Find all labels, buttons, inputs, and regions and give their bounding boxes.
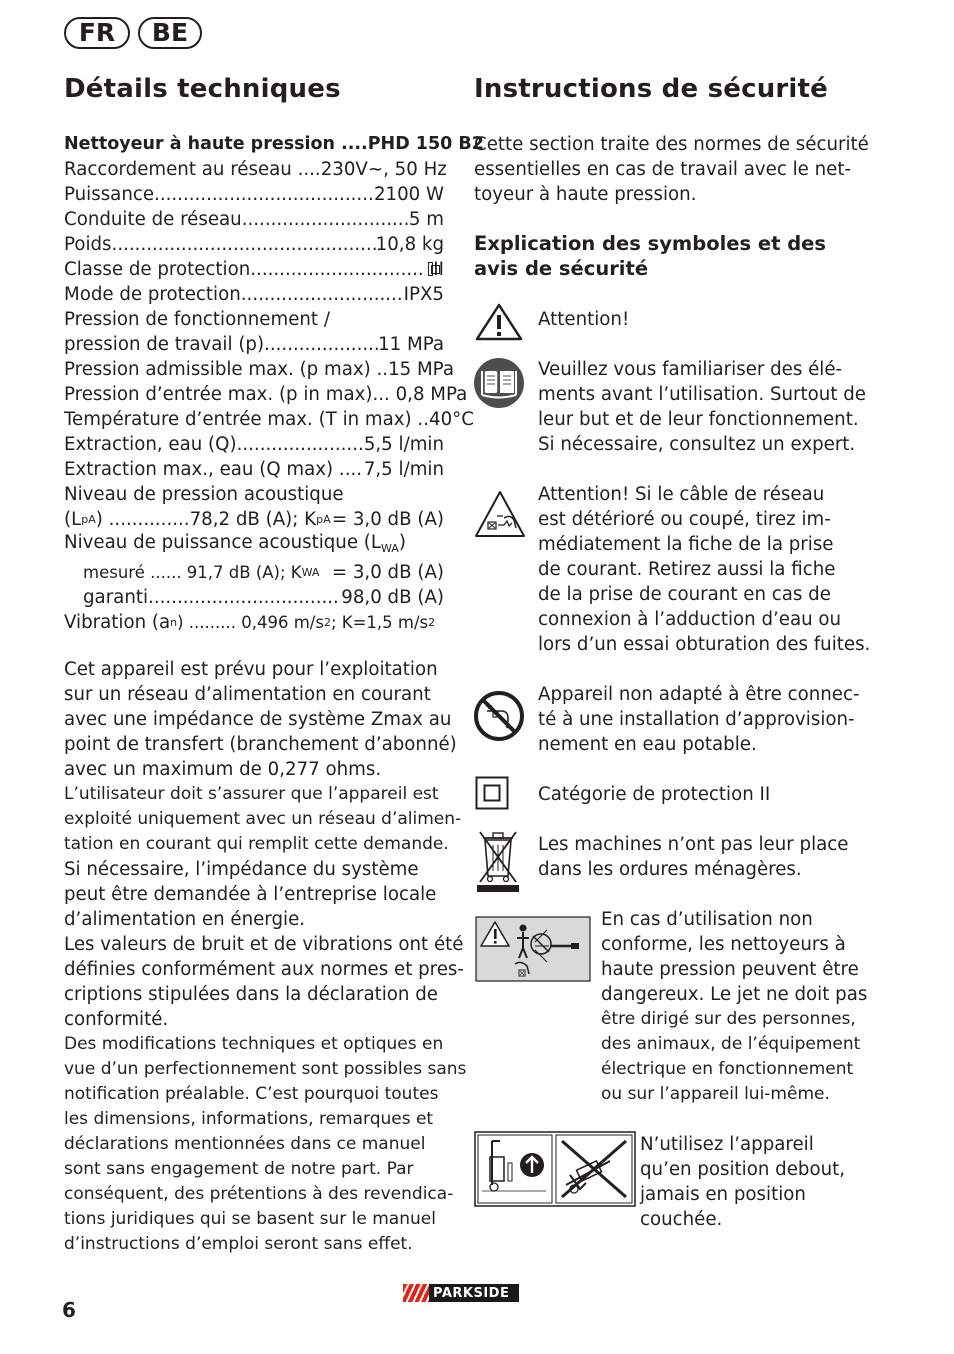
- spec-line: [64, 257, 444, 282]
- text-line: avec une impédance de système Zmax au: [64, 709, 452, 730]
- text-line: Attention!: [538, 309, 630, 330]
- language-badge-fr: FR: [64, 17, 130, 49]
- text-line: Les valeurs de bruit et de vibrations ont été: [64, 934, 464, 955]
- lwa-text: ): [398, 532, 406, 553]
- text-line: Des modifications techniques et optiques en: [64, 1034, 444, 1054]
- text-line: avec un maximum de 0,277 ohms.: [64, 759, 382, 780]
- spec-label: Mode de protection: [64, 284, 241, 305]
- text-line: ou sur l’appareil lui-même.: [601, 1084, 830, 1104]
- spec-label: pression de travail (p): [64, 334, 265, 355]
- spec-value: 5,5 l/min: [363, 434, 444, 455]
- text-line: déclarations mentionnées dans ce manuel: [64, 1134, 426, 1154]
- lwa-line: [64, 532, 444, 560]
- mesure-text: mesuré ...... 91,7 dB (A); K: [83, 563, 302, 582]
- text-line: L’utilisateur doit s’assurer que l’appareil est: [64, 784, 439, 804]
- spec-label: Puissance: [64, 184, 155, 205]
- symbol-text-manual: [538, 357, 866, 457]
- symbol-text-water: [538, 682, 860, 757]
- text-line: électrique en fonctionnement: [601, 1059, 854, 1079]
- text-line: qu’en position debout,: [640, 1159, 846, 1180]
- text-line: Attention! Si le câble de réseau: [538, 484, 825, 505]
- read-manual-icon: [474, 356, 524, 414]
- spec-value: 7,5 l/min: [363, 459, 444, 480]
- text-line: Appareil non adapté à être connec-: [538, 684, 860, 705]
- cable-damage-warning-icon: [474, 490, 526, 542]
- text-line: lors d’un essai obturation des fuites.: [538, 634, 871, 655]
- mesure-line: [64, 560, 444, 585]
- text-line: toyeur à haute pression.: [474, 184, 697, 205]
- text-line: sur un réseau d’alimentation en courant: [64, 684, 431, 705]
- kwa-sub: WA: [301, 566, 320, 579]
- spec-line: [64, 207, 444, 232]
- text-line: d’instructions d’emploi seront sans effet.: [64, 1234, 413, 1254]
- spec-label: Classe de protection: [64, 259, 251, 280]
- garanti-line: [64, 585, 444, 610]
- spec-label: Pression d’entrée max. (p in max): [64, 384, 373, 405]
- text-line: dangereux. Le jet ne doit pas: [601, 984, 868, 1005]
- text-line: sont sans engagement de notre part. Par: [64, 1159, 414, 1179]
- spec-label: Raccordement au réseau ....: [64, 159, 321, 180]
- lpa-text: (L: [64, 509, 82, 530]
- impedance-paragraph: [64, 657, 467, 1257]
- text-line: couchée.: [640, 1209, 723, 1230]
- text-line: des animaux, de l’équipement: [601, 1034, 861, 1054]
- spec-value: 10,8 kg: [375, 234, 444, 255]
- symbol-text-upright: [640, 1132, 845, 1232]
- logo-stripes-icon: [403, 1284, 429, 1302]
- spec-value: 5 m: [408, 209, 444, 230]
- lwa-sub: WA: [381, 542, 399, 555]
- spec-value: 11 MPa: [378, 334, 444, 355]
- mesure-text: = 3,0 dB (A): [331, 562, 444, 583]
- text-line: vue d’un perfectionnement sont possibles sans: [64, 1059, 467, 1079]
- jet-danger-icon: [475, 916, 591, 986]
- upright-position-icon: [474, 1131, 636, 1211]
- warning-triangle-icon: [475, 303, 523, 345]
- text-line: Cette section traite des normes de sécurité: [474, 134, 869, 155]
- technical-details-title: Détails techniques: [64, 74, 341, 104]
- spec-line: [64, 232, 444, 257]
- spec-label: Nettoyeur à haute pression ....: [64, 134, 368, 154]
- no-drinking-water-connection-icon: [473, 690, 525, 746]
- spec-label: Température d’entrée max. (T in max) ..: [64, 409, 429, 430]
- text-line: de la prise de courant en cas de: [538, 584, 831, 605]
- pressure-label: Pression de fonctionnement /: [64, 309, 330, 330]
- spec-value: 2100 W: [373, 184, 444, 205]
- text-line: ments avant l’utilisation. Surtout de: [538, 384, 866, 405]
- spec-label: Extraction max., eau (Q max) ....: [64, 459, 363, 480]
- symbol-text-attention: [538, 307, 629, 332]
- page-number: 6: [62, 1298, 76, 1322]
- spec-line: [64, 157, 447, 182]
- logo-wordmark: PARKSIDE: [433, 1285, 510, 1301]
- spec-line: [64, 357, 454, 382]
- text-line: Catégorie de protection II: [538, 784, 771, 805]
- symbols-subtitle: Explication des symboles et des avis de sécurité: [474, 232, 827, 280]
- symbol-text-bin: [538, 832, 848, 882]
- lpa-sub: pA: [81, 513, 96, 526]
- text-line: nement en eau potable.: [538, 734, 757, 755]
- text-line: conformité.: [64, 1009, 169, 1030]
- spec-value: 230V~, 50 Hz: [320, 159, 447, 180]
- symbol-text-jet: [601, 907, 867, 1107]
- text-line: exploité uniquement avec un réseau d’alimen-: [64, 809, 462, 829]
- text-line: Les machines n’ont pas leur place: [538, 834, 849, 855]
- text-line: jamais en position: [640, 1184, 806, 1205]
- protection-class-ii-icon: [475, 776, 509, 814]
- text-line: leur but et de leur fonctionnement.: [538, 409, 859, 430]
- spec-value: IPX5: [403, 284, 444, 305]
- text-line: haute pression peuvent être: [601, 959, 859, 980]
- text-line: les dimensions, informations, remarques et: [64, 1109, 434, 1129]
- symbol-text-class: [538, 782, 770, 807]
- text-line: conséquent, des prétentions à des revendica-: [64, 1184, 454, 1204]
- vibration-text: ) ......... 0,496 m/s: [177, 613, 324, 632]
- vibration-sub: n: [170, 616, 178, 629]
- spec-model: [64, 132, 484, 157]
- text-line: connexion à l’adduction d’eau ou: [538, 609, 842, 630]
- garanti-label: garanti: [83, 587, 149, 608]
- text-line: notification préalable. C’est pourquoi toutes: [64, 1084, 439, 1104]
- spec-value: PHD 150 B2: [367, 134, 484, 154]
- text-line: En cas d’utilisation non: [601, 909, 813, 930]
- text-line: d’alimentation en énergie.: [64, 909, 306, 930]
- crossed-bin-icon: [476, 826, 520, 898]
- parkside-logo: [403, 1284, 519, 1302]
- spec-value: ... 0,8 MPa: [372, 384, 468, 405]
- text-line: essentielles en cas de travail avec le net-: [474, 159, 852, 180]
- spec-line: [64, 182, 444, 207]
- spec-list: [64, 132, 484, 635]
- spec-line: [64, 332, 444, 357]
- spec-label: Conduite de réseau: [64, 209, 242, 230]
- spec-value: 15 MPa: [388, 359, 454, 380]
- text-line: tation en courant qui remplit cette demande.: [64, 834, 449, 854]
- spec-value: II: [433, 259, 444, 280]
- spec-line: [64, 407, 474, 432]
- spec-line: [64, 432, 444, 457]
- text-line: conforme, les nettoyeurs à: [601, 934, 846, 955]
- noise-label: Niveau de pression acoustique: [64, 484, 344, 505]
- spec-line: [64, 382, 468, 407]
- text-line: Veuillez vous familiariser des élé-: [538, 359, 843, 380]
- garanti-value: 98,0 dB (A): [341, 587, 444, 608]
- lpa-line: [64, 507, 444, 532]
- vibration-text: ; K=1,5 m/s: [330, 613, 429, 632]
- safety-instructions-title: Instructions de sécurité: [474, 74, 828, 104]
- language-badge-be: BE: [138, 17, 202, 49]
- spec-line: [64, 457, 444, 482]
- text-line: être dirigé sur des personnes,: [601, 1009, 856, 1029]
- safety-intro: [474, 132, 869, 207]
- text-line: médiatement la fiche de la prise: [538, 534, 834, 555]
- vibration-text: Vibration (a: [64, 612, 171, 633]
- spec-label: Pression admissible max. (p max) ..: [64, 359, 389, 380]
- lpa-text: = 3,0 dB (A): [331, 509, 444, 530]
- text-line: est détérioré ou coupé, tirez im-: [538, 509, 831, 530]
- text-line: peut être demandée à l’entreprise locale: [64, 884, 437, 905]
- spec-value: 40°C: [429, 409, 474, 430]
- vibration-sup: 2: [323, 616, 331, 629]
- text-line: tions juridiques qui se basent sur le manuel: [64, 1209, 436, 1229]
- text-line: N’utilisez l’appareil: [640, 1134, 814, 1155]
- text-line: de courant. Retirez aussi la fiche: [538, 559, 836, 580]
- text-line: té à une installation d’approvision-: [538, 709, 855, 730]
- symbol-text-cable: [538, 482, 870, 657]
- vibration-line: [64, 610, 444, 635]
- text-line: dans les ordures ménagères.: [538, 859, 802, 880]
- lpa-text: ) ..............78,2 dB (A); K: [95, 509, 317, 530]
- class-ii-small-icon: [428, 262, 433, 276]
- text-line: Si nécessaire, l’impédance du système: [64, 859, 419, 880]
- spec-label: Extraction, eau (Q): [64, 434, 237, 455]
- text-line: Si nécessaire, consultez un expert.: [538, 434, 856, 455]
- kpa-sub: pA: [316, 513, 331, 526]
- text-line: définies conformément aux normes et pres-: [64, 959, 464, 980]
- spec-line: [64, 282, 444, 307]
- vibration-sup: 2: [428, 616, 436, 629]
- text-line: point de transfert (branchement d’abonné): [64, 734, 457, 755]
- text-line: Cet appareil est prévu pour l’exploitation: [64, 659, 438, 680]
- lwa-text: Niveau de puissance acoustique (L: [64, 532, 382, 553]
- spec-label: Poids: [64, 234, 112, 255]
- text-line: criptions stipulées dans la déclaration de: [64, 984, 438, 1005]
